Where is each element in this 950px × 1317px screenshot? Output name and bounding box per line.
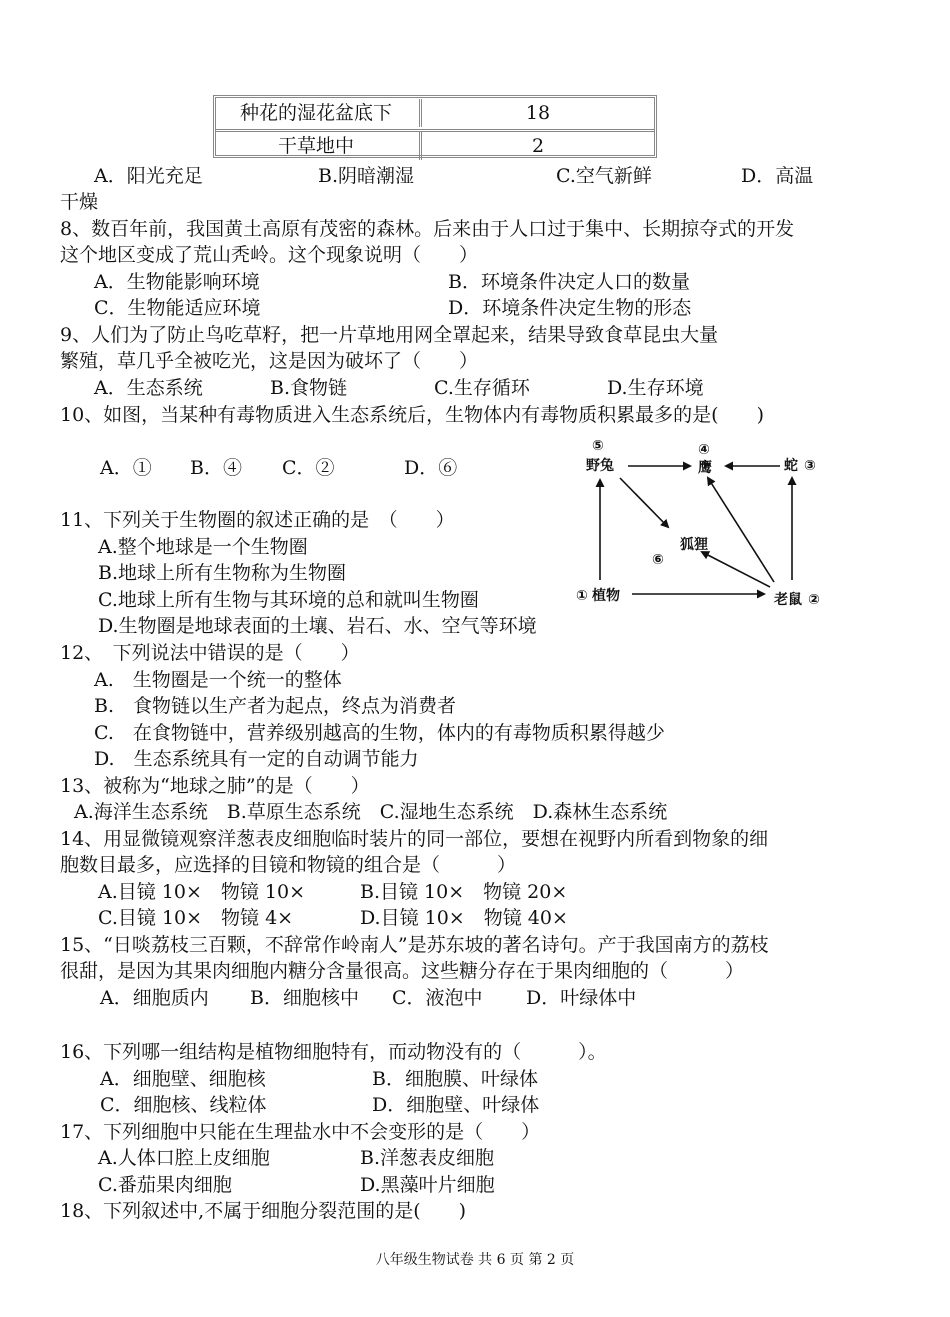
node-3-number: ③	[804, 458, 816, 474]
node-1-number: ①	[576, 588, 588, 604]
q15-option-a: A．细胞质内	[100, 987, 209, 1009]
node-snake-label: 蛇	[784, 458, 798, 474]
q14-option-b: B.目镜 10× 物镜 20×	[360, 881, 568, 903]
q18-stem: 18、下列叙述中,不属于细胞分裂范围的是( )	[60, 1200, 467, 1222]
table-cell-count: 2	[419, 132, 654, 160]
node-4-number: ④	[698, 442, 710, 458]
q16-option-a: A．细胞壁、细胞核	[100, 1068, 266, 1090]
table-row	[216, 129, 654, 160]
node-eagle-label: 鹰	[698, 460, 712, 476]
q10-option-b: B．④	[190, 457, 242, 479]
q17-stem: 17、下列细胞中只能在生理盐水中不会变形的是（ ）	[60, 1121, 541, 1143]
q10-option-a: A．①	[100, 457, 152, 479]
q15-option-b: B．细胞核中	[250, 987, 359, 1009]
q14-option-c: C.目镜 10× 物镜 4×	[98, 907, 294, 929]
q12-option-d: D. 生态系统具有一定的自动调节能力	[94, 748, 419, 770]
q12-option-b: B. 食物链以生产者为起点，终点为消费者	[94, 695, 457, 717]
q9-option-c: C.生存循环	[434, 377, 530, 399]
q9-option-b: B.食物链	[270, 377, 348, 399]
q10-option-d: D．⑥	[404, 457, 458, 479]
arrow-mouse-to-fox	[702, 552, 770, 587]
q14-option-d: D.目镜 10× 物镜 40×	[360, 907, 568, 929]
q11-option-b: B.地球上所有生物称为生物圈	[98, 562, 347, 584]
table-cell-place: 种花的湿花盆底下	[239, 102, 392, 124]
q11-option-a: A.整个地球是一个生物圈	[98, 536, 308, 558]
table-row	[216, 99, 654, 127]
q14-stem-line2: 胞数目最多，应选择的目镜和物镜的组合是（ ）	[60, 854, 517, 876]
q16-stem: 16、下列哪一组结构是植物细胞特有，而动物没有的（ ）。	[60, 1041, 607, 1063]
node-2-number: ②	[808, 592, 820, 608]
arrow-mouse-to-eagle	[708, 478, 774, 582]
q12-option-c: C. 在食物链中，营养级别越高的生物，体内的有毒物质积累得越少	[94, 722, 665, 744]
q12-stem: 12、 下列说法中错误的是（ ）	[60, 642, 360, 664]
q16-option-d: D．细胞壁、叶绿体	[372, 1094, 540, 1116]
q8-option-b: B．环境条件决定人口的数量	[448, 271, 690, 293]
q11-option-d: D.生物圈是地球表面的土壤、岩石、水、空气等环境	[98, 615, 537, 637]
food-web-diagram	[570, 432, 840, 612]
q9-stem-line1: 9、人们为了防止鸟吃草籽，把一片草地用网全罩起来，结果导致食草昆虫大量	[60, 324, 719, 346]
q15-option-c: C．液泡中	[392, 987, 483, 1009]
q13-stem: 13、被称为“地球之肺”的是（ ）	[60, 775, 370, 797]
node-5-number: ⑤	[592, 438, 604, 454]
node-mouse-label: 老鼠	[774, 592, 802, 608]
survey-table	[213, 95, 657, 158]
q9-option-a: A．生态系统	[94, 377, 203, 399]
q15-stem-line2: 很甜，是因为其果肉细胞内糖分含量很高。这些糖分存在于果肉细胞的（ ）	[60, 960, 745, 982]
q16-option-c: C．细胞核、线粒体	[100, 1094, 267, 1116]
q7-option-d-continued: 干燥	[60, 191, 99, 213]
q9-stem-line2: 繁殖，草几乎全被吃光，这是因为破坏了（ ）	[60, 350, 479, 372]
q17-option-b: B.洋葱表皮细胞	[360, 1147, 495, 1169]
q12-option-a: A. 生物圈是一个统一的整体	[94, 669, 342, 691]
node-fox-label: 狐狸	[680, 537, 708, 553]
q8-stem-line1: 8、数百年前，我国黄土高原有茂密的森林。后来由于人口过于集中、长期掠夺式的开发	[60, 218, 795, 240]
q14-option-a: A.目镜 10× 物镜 10×	[98, 881, 306, 903]
q9-option-d: D.生存环境	[607, 377, 704, 399]
q8-option-a: A．生物能影响环境	[94, 271, 260, 293]
q7-option-a: A．阳光充足	[94, 165, 203, 187]
q11-stem: 11、下列关于生物圈的叙述正确的是 （ ）	[60, 509, 455, 531]
node-rabbit-label: 野兔	[586, 458, 614, 474]
arrow-rabbit-to-fox	[620, 478, 668, 527]
table-cell-place: 干草地中	[277, 135, 354, 157]
q13-options: A.海洋生态系统 B.草原生态系统 C.湿地生态系统 D.森林生态系统	[74, 801, 668, 823]
q15-stem-line1: 15、“日啖荔枝三百颗，不辞常作岭南人”是苏东坡的著名诗句。产于我国南方的荔枝	[60, 934, 769, 956]
q17-option-c: C.番茄果肉细胞	[98, 1174, 232, 1196]
q11-option-c: C.地球上所有生物与其环境的总和就叫生物圈	[98, 589, 479, 611]
q8-option-c: C．生物能适应环境	[94, 297, 261, 319]
page-footer: 八年级生物试卷 共 6 页 第 2 页	[375, 1252, 575, 1268]
q7-option-c: C.空气新鲜	[556, 165, 652, 187]
q8-stem-line2: 这个地区变成了荒山秃岭。这个现象说明（ ）	[60, 244, 479, 266]
q8-option-d: D．环境条件决定生物的形态	[448, 297, 692, 319]
q17-option-a: A.人体口腔上皮细胞	[98, 1147, 270, 1169]
q16-option-b: B．细胞膜、叶绿体	[372, 1068, 538, 1090]
q7-option-b: B.阴暗潮湿	[318, 165, 415, 187]
q10-stem: 10、如图，当某种有毒物质进入生态系统后，生物体内有毒物质积累最多的是( )	[60, 404, 765, 426]
q17-option-d: D.黑藻叶片细胞	[360, 1174, 495, 1196]
q10-option-c: C．②	[282, 457, 335, 479]
table-cell-count: 18	[419, 99, 654, 127]
q14-stem-line1: 14、用显微镜观察洋葱表皮细胞临时装片的同一部位，要想在视野内所看到物象的细	[60, 828, 769, 850]
node-plant-label: 植物	[592, 588, 620, 604]
node-6-number: ⑥	[652, 552, 664, 568]
q15-option-d: D．叶绿体中	[526, 987, 637, 1009]
q7-option-d: D．高温	[741, 165, 814, 187]
